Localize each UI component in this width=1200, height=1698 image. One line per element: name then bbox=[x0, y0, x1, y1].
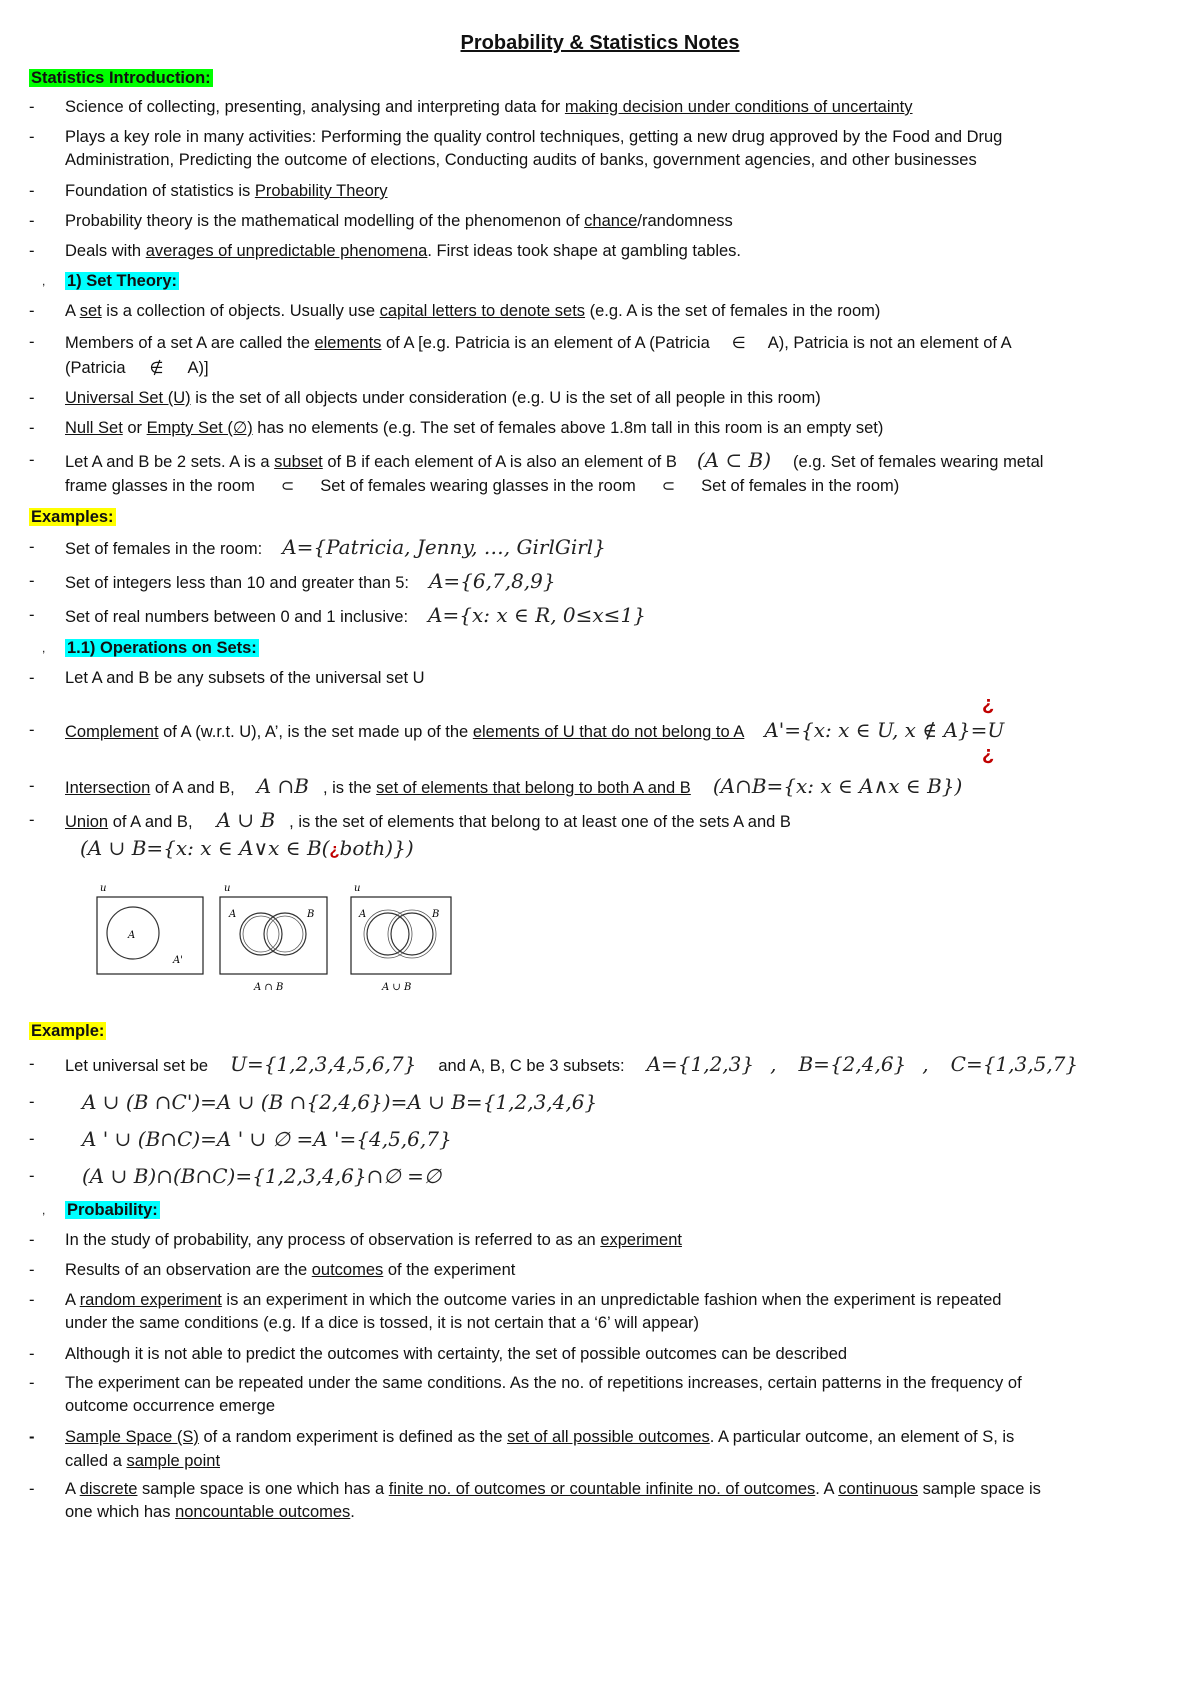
dash: - bbox=[29, 1428, 35, 1446]
dash: - bbox=[29, 1167, 35, 1185]
svg-text:B: B bbox=[307, 909, 315, 920]
bullet-dot: , bbox=[42, 1203, 46, 1217]
section-heading-set-theory: 1) Set Theory: bbox=[67, 272, 178, 290]
section-heading-operations: 1.1) Operations on Sets: bbox=[67, 639, 257, 657]
dash: - bbox=[29, 389, 35, 407]
bullet-dot: , bbox=[42, 274, 46, 288]
dash: - bbox=[29, 1231, 35, 1249]
dash: - bbox=[29, 777, 35, 795]
venn-intersection bbox=[220, 883, 327, 993]
svg-text:u: u bbox=[224, 883, 231, 894]
dash: - bbox=[29, 811, 35, 829]
svg-text:A ∪ B: A ∪ B bbox=[382, 982, 412, 993]
dash: - bbox=[29, 606, 35, 624]
dash: - bbox=[29, 302, 35, 320]
svg-text:B: B bbox=[432, 909, 440, 920]
svg-text:A ∩ B: A ∩ B bbox=[254, 982, 284, 993]
dash: - bbox=[29, 242, 35, 260]
dash: - bbox=[29, 572, 35, 590]
section-heading-probability: Probability: bbox=[67, 1201, 158, 1219]
page-title: Probability & Statistics Notes bbox=[460, 32, 740, 54]
dash: - bbox=[29, 451, 35, 469]
dash: - bbox=[29, 1291, 35, 1309]
dash: - bbox=[29, 419, 35, 437]
svg-text:u: u bbox=[100, 883, 107, 894]
dash: - bbox=[29, 1374, 35, 1392]
document-page: Probability & Statistics Notes Statistics Introduction: - Science of collecting, presenting, analysing and interpreting data for making decision under conditions of uncertainty - Plays a key role in many activities: Performing the quality control techniques, getting a new drug approved by the Food and Drug Administration, Predicting the outcome of elections, Conducting audits of banks, government agencies, and other businesses - Foundation of statistics is Probability Theory - Probability theory is the mathematical modelling of the phenomenon of chance/randomness - Deals with averages of unpredictable phenomena. First ideas took shape at gambling tables. , 1) Set Theory: - A set is a collection of objects. Usually use capital letters to denote sets (e.g. A is the set of females in the room) - Members of a set A are called the elements of A [e.g. Patricia is an element of A (Patricia ∈ A), Patricia is not an element of A (Patricia ∉ A)] - Universal Set (U) is the set of all objects under consideration (e.g. U is the set of all people in this room) - Null Set or Empty Set (∅) has no elements (e.g. The set of females above 1.8m tall in this room is an empty set) - Let A and B be 2 sets. A is a subset of B if each element of A is also an element of B (A ⊂ B) (e.g. Set of females wearing metal frame glasses in the room ⊂ Set of females wearing glasses in the room ⊂ Set of females in the room) Examples: - Set of females in the room: A={Patricia, Jenny, …, GirlGirl} - Set of integers less than 10 and greater than 5: A={6,7,8,9} - Set of real numbers between 0 and 1 inclusive: A={x: x ∈ R, 0≤x≤1} , 1.1) Operations on Sets: - Let A and B be any subsets of the universal set U ¿ - Complement of A (w.r.t. U), A’, is the set made up of the elements of U that do not belong to A A'={x: x ∈ U, x ∉ A}=U ¿ - Intersection of A and B, A ∩B , is the set of elements that belong to both A and B (A∩B={x: x ∈ A∧x ∈ B}) - Union of A and B, A ∪ B , is the set of elements that belong to at least one of the sets A and B (A ∪ B={x: x ∈ A∨x ∈ B(¿both)}) u A A' u A B A ∩ B u A B A ∪ B Example: - Let universal set be U={1,2,3,4,5,6,7} and A, B, C be 3 subsets: A={1,2,3} , B={2,4,6} , C={1,3,5,7} - A ∪ (B ∩C')=A ∪ (B ∩{2,4,6})=A ∪ B={1,2,3,4,6} - A ' ∪ (B∩C)=A ' ∪ ∅ =A '={4,5,6,7} - (A ∪ B)∩(B∩C)={1,2,3,4,6}∩∅ =∅ , Probability: - In the study of probability, any process of observation is referred to as an experiment - Results of an observation are the outcomes of the experiment - A random experiment is an experiment in which the outcome varies in an unpredictable fashion when the experiment is repeated under the same conditions (e.g. If a dice is tossed, it is not certain that a ‘6’ will appear) - Although it is not able to predict the outcomes with certainty, the set of possible outcomes can be described - The experiment can be repeated under the same conditions. As the no. of repetitions increases, certain patterns in the frequency of outcome occurrence emerge - Sample Space (S) of a random experiment is defined as the set of all possible outcomes. A particular outcome, an element of S, is called a sample point - A discrete sample space is one which has a finite no. of outcomes or countable infinite no. of outcomes. A continuous sample space is one which has noncountable outcomes. bbox=[0, 0, 1200, 1698]
dash: - bbox=[29, 538, 35, 556]
svg-text:A: A bbox=[128, 930, 136, 941]
dash: - bbox=[29, 98, 35, 116]
dash: - bbox=[29, 128, 35, 146]
venn-complement bbox=[97, 883, 203, 974]
svg-text:A': A' bbox=[173, 955, 183, 966]
svg-text:A: A bbox=[359, 909, 367, 920]
dash: - bbox=[29, 182, 35, 200]
svg-text:u: u bbox=[354, 883, 361, 894]
dash: - bbox=[29, 1055, 35, 1073]
section-heading-example: Example: bbox=[31, 1022, 105, 1040]
dash: - bbox=[29, 1261, 35, 1279]
dash: - bbox=[29, 212, 35, 230]
section-heading-intro: Statistics Introduction: bbox=[31, 69, 211, 87]
dash: - bbox=[29, 1130, 35, 1148]
dash: - bbox=[29, 1345, 35, 1363]
bullet-dot: , bbox=[42, 641, 46, 655]
section-heading-examples: Examples: bbox=[31, 508, 114, 526]
dash: - bbox=[29, 333, 35, 351]
dash: - bbox=[29, 1093, 35, 1111]
dash: - bbox=[29, 669, 35, 687]
dash: - bbox=[29, 1480, 35, 1498]
venn-union bbox=[351, 883, 451, 993]
dash: - bbox=[29, 721, 35, 739]
svg-text:A: A bbox=[229, 909, 237, 920]
